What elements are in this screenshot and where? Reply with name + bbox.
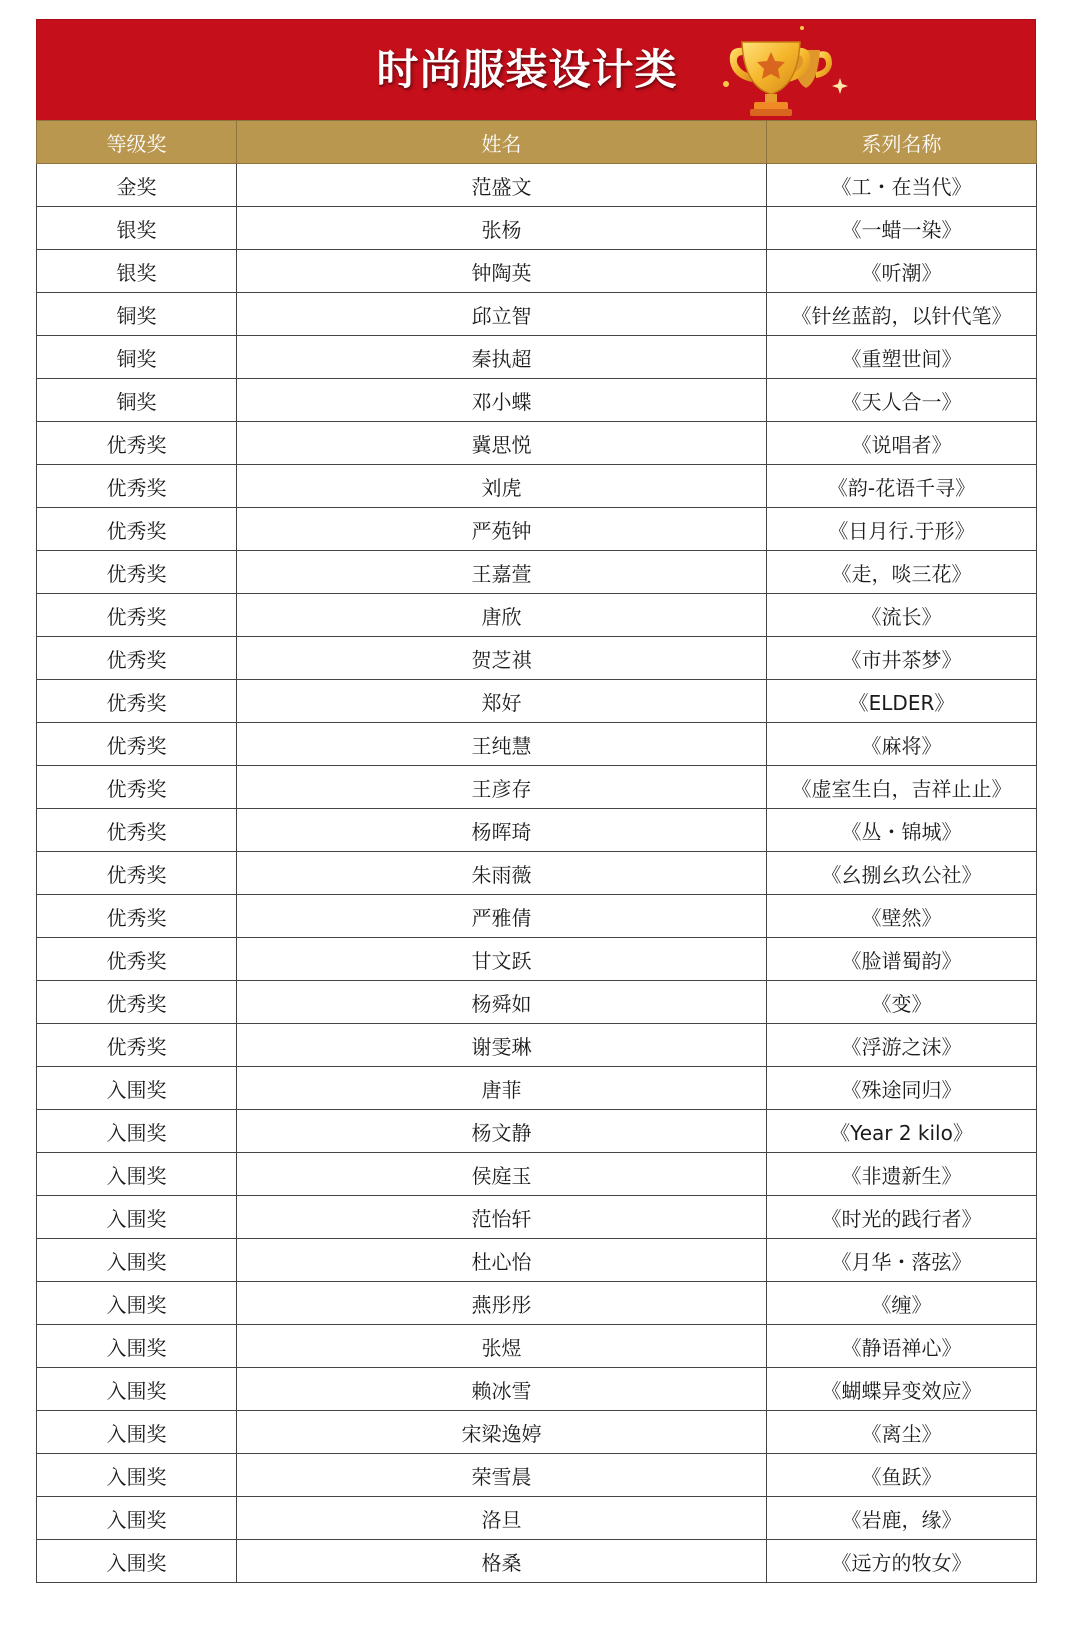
- cell-award-level: 优秀奖: [37, 637, 237, 680]
- cell-name: 范盛文: [237, 164, 767, 207]
- header-series-title: 系列名称: [767, 121, 1037, 164]
- cell-name: 朱雨薇: [237, 852, 767, 895]
- cell-series-title: 《蝴蝶异变效应》: [767, 1368, 1037, 1411]
- cell-award-level: 入围奖: [37, 1540, 237, 1583]
- cell-series-title: 《时光的践行者》: [767, 1196, 1037, 1239]
- cell-award-level: 优秀奖: [37, 723, 237, 766]
- cell-name: 王彦存: [237, 766, 767, 809]
- cell-name: 张杨: [237, 207, 767, 250]
- cell-award-level: 金奖: [37, 164, 237, 207]
- table-body: [37, 164, 1037, 1583]
- cell-name: 格桑: [237, 1540, 767, 1583]
- cell-award-level: 入围奖: [37, 1239, 237, 1282]
- cell-series-title: 《变》: [767, 981, 1037, 1024]
- cell-series-title: 《非遗新生》: [767, 1153, 1037, 1196]
- table-row: [37, 422, 1037, 465]
- cell-award-level: 铜奖: [37, 379, 237, 422]
- cell-name: 王纯慧: [237, 723, 767, 766]
- cell-name: 郑好: [237, 680, 767, 723]
- cell-award-level: 入围奖: [37, 1282, 237, 1325]
- cell-award-level: 优秀奖: [37, 465, 237, 508]
- cell-series-title: 《虚室生白，吉祥止止》: [767, 766, 1037, 809]
- cell-series-title: 《市井茶梦》: [767, 637, 1037, 680]
- cell-award-level: 优秀奖: [37, 422, 237, 465]
- table-row: [37, 250, 1037, 293]
- table-row: [37, 723, 1037, 766]
- title-banner: [36, 19, 1036, 120]
- cell-name: 贺芝祺: [237, 637, 767, 680]
- cell-series-title: 《缠》: [767, 1282, 1037, 1325]
- cell-name: 唐菲: [237, 1067, 767, 1110]
- table-row: [37, 852, 1037, 895]
- table-row: [37, 1196, 1037, 1239]
- cell-award-level: 优秀奖: [37, 981, 237, 1024]
- table-row: [37, 1153, 1037, 1196]
- cell-series-title: 《月华・落弦》: [767, 1239, 1037, 1282]
- cell-series-title: 《远方的牧女》: [767, 1540, 1037, 1583]
- cell-name: 刘虎: [237, 465, 767, 508]
- table-row: [37, 1497, 1037, 1540]
- cell-award-level: 入围奖: [37, 1153, 237, 1196]
- cell-series-title: 《日月行.于形》: [767, 508, 1037, 551]
- table-row: [37, 1325, 1037, 1368]
- cell-award-level: 优秀奖: [37, 809, 237, 852]
- award-sheet: [36, 19, 1036, 1583]
- table-row: [37, 551, 1037, 594]
- cell-series-title: 《工・在当代》: [767, 164, 1037, 207]
- cell-series-title: 《浮游之沫》: [767, 1024, 1037, 1067]
- cell-series-title: 《壁然》: [767, 895, 1037, 938]
- cell-award-level: 优秀奖: [37, 551, 237, 594]
- cell-name: 洛旦: [237, 1497, 767, 1540]
- cell-name: 宋梁逸婷: [237, 1411, 767, 1454]
- table-row: [37, 809, 1037, 852]
- cell-series-title: 《天人合一》: [767, 379, 1037, 422]
- table-row: [37, 1067, 1037, 1110]
- cell-name: 严雅倩: [237, 895, 767, 938]
- cell-award-level: 优秀奖: [37, 766, 237, 809]
- table-row: [37, 981, 1037, 1024]
- table-row: [37, 1110, 1037, 1153]
- cell-name: 邓小蝶: [237, 379, 767, 422]
- table-row: [37, 895, 1037, 938]
- cell-series-title: 《Year 2 kilo》: [767, 1110, 1037, 1153]
- table-row: [37, 594, 1037, 637]
- cell-name: 杨文静: [237, 1110, 767, 1153]
- cell-series-title: 《流长》: [767, 594, 1037, 637]
- table-row: [37, 1454, 1037, 1497]
- cell-series-title: 《离尘》: [767, 1411, 1037, 1454]
- cell-name: 荣雪晨: [237, 1454, 767, 1497]
- cell-series-title: 《岩鹿，缘》: [767, 1497, 1037, 1540]
- cell-award-level: 入围奖: [37, 1325, 237, 1368]
- table-row: [37, 508, 1037, 551]
- table-row: [37, 766, 1037, 809]
- cell-name: 冀思悦: [237, 422, 767, 465]
- cell-award-level: 铜奖: [37, 293, 237, 336]
- table-row: [37, 164, 1037, 207]
- cell-series-title: 《走，啖三花》: [767, 551, 1037, 594]
- cell-award-level: 优秀奖: [37, 1024, 237, 1067]
- cell-name: 侯庭玉: [237, 1153, 767, 1196]
- cell-name: 张煜: [237, 1325, 767, 1368]
- cell-series-title: 《韵-花语千寻》: [767, 465, 1037, 508]
- cell-award-level: 铜奖: [37, 336, 237, 379]
- table-row: [37, 465, 1037, 508]
- cell-award-level: 入围奖: [37, 1497, 237, 1540]
- table-row: [37, 1024, 1037, 1067]
- table-row: [37, 336, 1037, 379]
- cell-award-level: 银奖: [37, 207, 237, 250]
- trophy-icon: [722, 22, 872, 118]
- cell-series-title: 《丛・锦城》: [767, 809, 1037, 852]
- page-title: 时尚服装设计类: [376, 45, 678, 94]
- cell-award-level: 入围奖: [37, 1368, 237, 1411]
- cell-name: 甘文跃: [237, 938, 767, 981]
- header-row: [37, 121, 1037, 164]
- cell-series-title: 《麻将》: [767, 723, 1037, 766]
- cell-series-title: 《静语禅心》: [767, 1325, 1037, 1368]
- cell-series-title: 《听潮》: [767, 250, 1037, 293]
- cell-name: 谢雯琳: [237, 1024, 767, 1067]
- header-name: 姓名: [237, 121, 767, 164]
- cell-name: 秦执超: [237, 336, 767, 379]
- cell-award-level: 入围奖: [37, 1067, 237, 1110]
- cell-award-level: 优秀奖: [37, 852, 237, 895]
- cell-award-level: 优秀奖: [37, 680, 237, 723]
- table-row: [37, 680, 1037, 723]
- cell-name: 唐欣: [237, 594, 767, 637]
- cell-series-title: 《说唱者》: [767, 422, 1037, 465]
- cell-name: 杜心怡: [237, 1239, 767, 1282]
- cell-award-level: 银奖: [37, 250, 237, 293]
- cell-award-level: 优秀奖: [37, 594, 237, 637]
- table-row: [37, 1540, 1037, 1583]
- cell-award-level: 入围奖: [37, 1110, 237, 1153]
- cell-award-level: 优秀奖: [37, 895, 237, 938]
- table-row: [37, 637, 1037, 680]
- cell-series-title: 《针丝蓝韵，以针代笔》: [767, 293, 1037, 336]
- table-row: [37, 1239, 1037, 1282]
- cell-award-level: 入围奖: [37, 1454, 237, 1497]
- cell-name: 杨晖琦: [237, 809, 767, 852]
- cell-series-title: 《殊途同归》: [767, 1067, 1037, 1110]
- table-row: [37, 938, 1037, 981]
- cell-award-level: 优秀奖: [37, 508, 237, 551]
- cell-name: 杨舜如: [237, 981, 767, 1024]
- cell-name: 赖冰雪: [237, 1368, 767, 1411]
- cell-name: 钟陶英: [237, 250, 767, 293]
- cell-series-title: 《脸谱蜀韵》: [767, 938, 1037, 981]
- table-row: [37, 379, 1037, 422]
- cell-award-level: 入围奖: [37, 1196, 237, 1239]
- cell-series-title: 《ELDER》: [767, 680, 1037, 723]
- header-award-level: 等级奖: [37, 121, 237, 164]
- cell-name: 严苑钟: [237, 508, 767, 551]
- cell-series-title: 《鱼跃》: [767, 1454, 1037, 1497]
- table-row: [37, 1282, 1037, 1325]
- cell-name: 邱立智: [237, 293, 767, 336]
- table-row: [37, 207, 1037, 250]
- cell-series-title: 《幺捌幺玖公社》: [767, 852, 1037, 895]
- table-row: [37, 1411, 1037, 1454]
- cell-award-level: 入围奖: [37, 1411, 237, 1454]
- awards-table: [36, 120, 1037, 1583]
- table-row: [37, 1368, 1037, 1411]
- cell-award-level: 优秀奖: [37, 938, 237, 981]
- cell-name: 王嘉萱: [237, 551, 767, 594]
- cell-name: 燕彤彤: [237, 1282, 767, 1325]
- cell-name: 范怡轩: [237, 1196, 767, 1239]
- cell-series-title: 《一蜡一染》: [767, 207, 1037, 250]
- table-row: [37, 293, 1037, 336]
- cell-series-title: 《重塑世间》: [767, 336, 1037, 379]
